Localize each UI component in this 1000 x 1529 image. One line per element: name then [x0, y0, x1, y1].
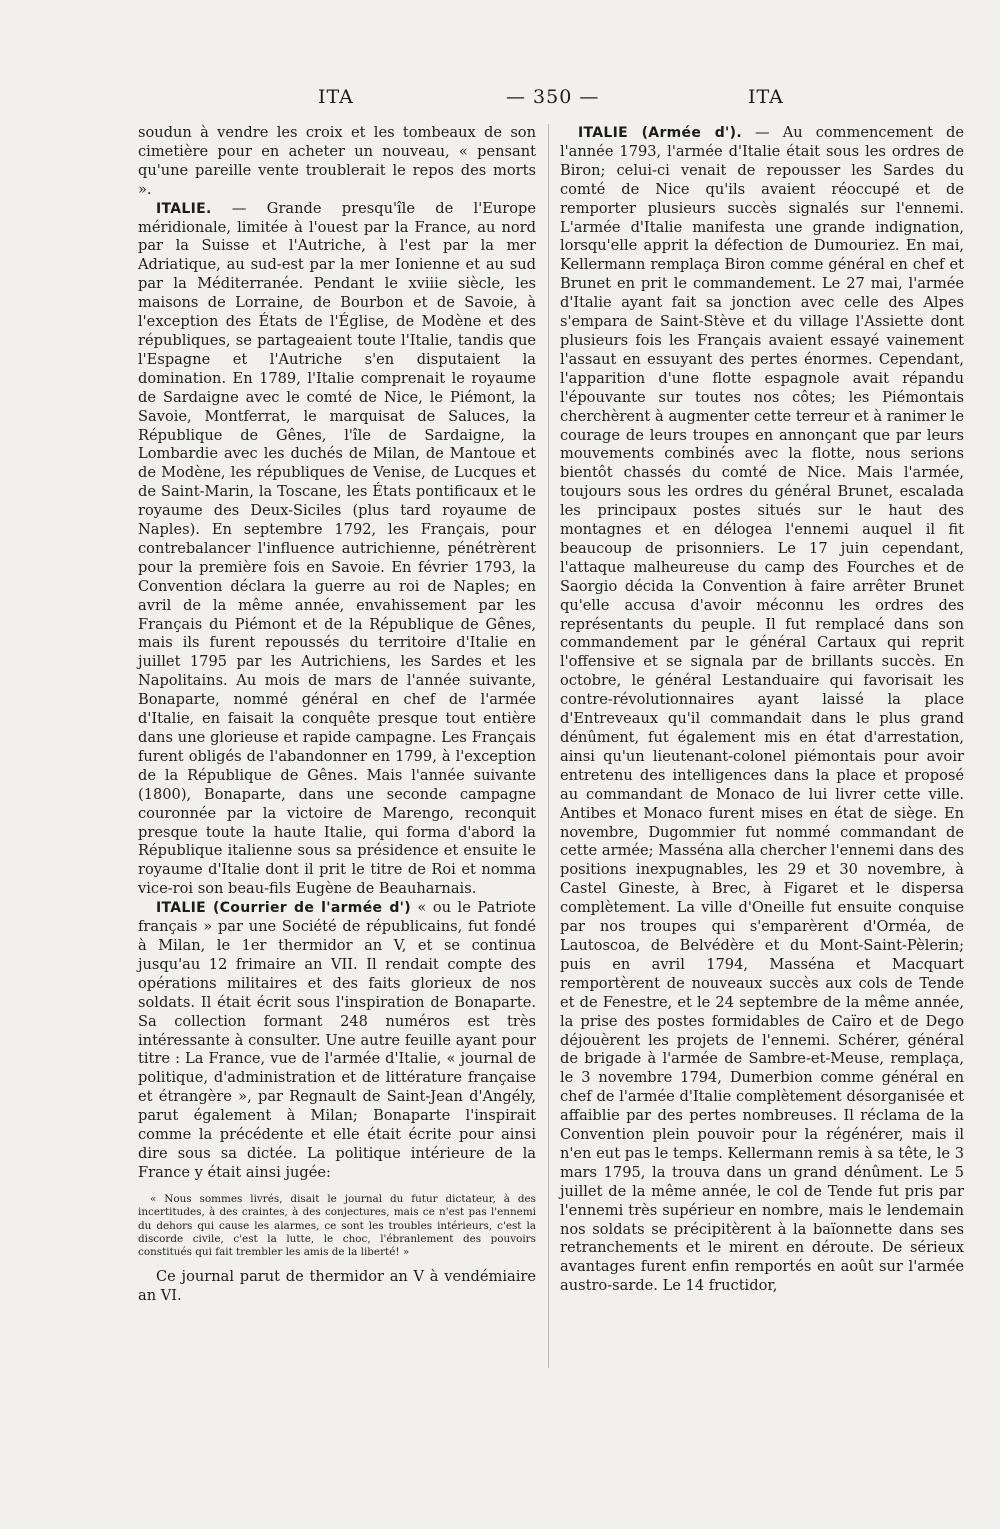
page-number: — 350 —: [506, 86, 600, 108]
entry-armee-keyword: ITALIE (Armée d').: [578, 125, 742, 141]
entry-armee-text: — Au commencement de l'année 1793, l'armée d'Italie était sous les ordres de Biron; celui-ci venait de repousser les Sardes du comté de Nice qu'ils avaient réoccupé et de remporter plusieurs succès signalés sur l'ennemi. L'armée d'Italie manifesta une grande indignation, lorsqu'elle apprit la défection de Dumouriez. En mai, Kellermann remplaça Biron comme général en chef et Brunet en prit le commandement. Le 27 mai, l'armée d'Italie ayant fait sa jonction avec celle des Alpes s'empara de Saint-Stève et du village l'Assiette dont plusieurs fois les Français avaient essayé vainement l'assaut en essuyant des pertes énormes. Cependant, l'apparition d'une flotte espagnole avait répandu l'épouvante sur toutes nos côtes; les Piémontais cherchèrent à augmenter cette terreur et à ranimer le courage de leurs troupes en annonçant que par leurs mouvements combinés avec la flotte, nous serions bientôt chassés du comté de Nice. Mais l'armée, toujours sous les ordres du général Brunet, escalada les principaux postes situés sur le haut des montagnes et en délogea l'ennemi auquel il fit beaucoup de prisonniers. Le 17 juin cependant, l'attaque malheureuse du camp des Fourches et de Saorgio décida la Convention à faire arrêter Brunet qu'elle accusa d'avoir méconnu les ordres des représentants du peuple. Il fut remplacé dans son commandement par le général Cartaux qui reprit l'offensive et se signala par de brillants succès. En octobre, le général Lestanduaire qui favorisait les contre-révolutionnaires ayant laissé la place d'Entreveaux qu'il commandait dans le plus grand dénûment, fut également mis en état d'arrestation, ainsi qu'un lieutenant-colonel piémontais pour avoir entretenu des intelligences dans la place et proposé au commandant de Monaco de lui livrer cette ville. Antibes et Monaco furent mises en état de siège. En novembre, Dugommier fut nommé commandant de cette armée; Masséna alla chercher l'ennemi dans des positions inexpugnables, les 29 et 30 novembre, à Castel Gineste, à Brec, à Figaret et le dispersa complètement. La ville d'Oneille fut ensuite conquise par nos troupes qui s'emparèrent d'Orméa, de Lautoscoa, de Belvédère et du Mont-Saint-Pèlerin; puis en avril 1794, Masséna et Macquart remportèrent de nouveaux succès aux cols de Tende et de Fenestre, et le 24 septembre de la même année, la prise des postes formidables de Caïro et de Dego déjouèrent les projets de l'ennemi. Schérer, général de brigade à l'armée de Sambre-et-Meuse, remplaça, le 3 novembre 1794, Dumerbion comme général en chef de l'armée d'Italie complètement désorganisée et affaiblie par des pertes nombreuses. Il réclama de la Convention plein pouvoir pour la régénérer, mais il n'en eut pas le temps. Kellermann remis à sa tête, le 3 mars 1795, la trouva dans un grand dénûment. Le 5 juillet de la même année, le col de Tende fut pris par l'ennemi très supérieur en nombre, mais le lendemain nos soldats se précipitèrent à la baïonnette dans ses retranchements et le mirent en déroute. De sérieux avantages furent enfin remportés en août sur l'armée austro-sarde. Le 14 fructidor,: [560, 124, 964, 1295]
left-column: [138, 124, 536, 1306]
running-head: [138, 86, 974, 116]
continuation-paragraph: soudun à vendre les croix et les tombeaux de son cimetière pour en acheter un nouveau, « pensant qu'une pareille vente troublerait le repos des morts ».: [138, 124, 536, 198]
entry-courrier-keyword: ITALIE (Courrier de l'armée d'): [156, 900, 411, 917]
closing-paragraph: Ce journal parut de thermidor an V à vendémiaire an VI.: [138, 1267, 536, 1304]
entry-courrier: [138, 899, 536, 1183]
entry-armee: [560, 124, 964, 1296]
running-head-left: ITA: [318, 86, 354, 108]
entry-italie: [138, 200, 536, 900]
entry-italie-keyword: ITALIE.: [156, 200, 212, 217]
column-divider: [548, 124, 549, 1368]
entry-courrier-text: « ou le Patriote français » par une Société de républicains, fut fondé à Milan, le 1er thermidor an V, et se continua jusqu'au 12 frimaire an VII. Il rendait compte des opérations militaires et des faits glorieux de nos soldats. Il était écrit sous l'inspiration de Bonaparte. Sa collection formant 248 numéros est très intéressante à consulter. Une autre feuille ayant pour titre : La France, vue de l'armée d'Italie, « journal de politique, d'administration et de littérature française et étrangère », par Regnault de Saint-Jean d'Angély, parut également à Milan; Bonaparte l'inspirait comme la précédente et elle était écrite pour ainsi dire sous sa dictée. La politique intérieure de la France y était ainsi jugée:: [138, 899, 537, 1181]
entry-italie-text: — Grande presqu'île de l'Europe méridionale, limitée à l'ouest par la France, au nord par la Suisse et l'Autriche, à l'est par la mer Adriatique, au sud-est par la mer Ionienne et au sud par la Méditerranée. Pendant le xviiie siècle, les maisons de Lorraine, de Bourbon et de Savoie, à l'exception des États de l'Église, de Modène et des républiques, se partageaient toute l'Italie, tandis que l'Espagne et l'Autriche s'en disputaient la domination. En 1789, l'Italie comprenait le royaume de Sardaigne avec le comté de Nice, le Piémont, la Savoie, Montferrat, le marquisat de Saluces, la République de Gênes, l'île de Sardaigne, la Lombardie avec les duchés de Milan, de Mantoue et de Modène, les républiques de Venise, de Lucques et de Saint-Marin, la Toscane, les États pontificaux et le royaume des Deux-Siciles (plus tard royaume de Naples). En septembre 1792, les Français, pour contrebalancer l'influence autrichienne, pénétrèrent pour la première fois en Savoie. En février 1793, la Convention déclara la guerre au roi de Naples; en avril de la même année, envahissement par les Français du Piémont et de la République de Gênes, mais ils furent repoussés du territoire d'Italie en juillet 1795 par les Autrichiens, les Sardes et les Napolitains. Au mois de mars de l'année suivante, Bonaparte, nommé général en chef de l'armée d'Italie, en faisait la conquête presque tout entière dans une glorieuse et rapide campagne. Les Français furent obligés de l'abandonner en 1799, à l'exception de la République de Gênes. Mais l'année suivante (1800), Bonaparte, dans une seconde campagne couronnée par la victoire de Marengo, reconquit presque toute la haute Italie, qui forma d'abord la République italienne sous sa présidence et ensuite le royaume d'Italie dont il prit le titre de Roi et nomma vice-roi son beau-fils Eugène de Beauharnais.: [138, 199, 536, 898]
quoted-passage: « Nous sommes livrés, disait le journal du futur dictateur, à des incertitudes, à des craintes, à des conjectures, mais ce n'est pas l'ennemi du dehors qui cause les alarmes, ce sont les troubles intérieurs, c'est la discorde civile, c'est la lutte, le choc, l'ébranlement des pouvoirs constitués qui fait trembler les amis de la liberté! »: [138, 1192, 536, 1259]
running-head-right: ITA: [748, 86, 784, 108]
right-column: [560, 124, 964, 1296]
